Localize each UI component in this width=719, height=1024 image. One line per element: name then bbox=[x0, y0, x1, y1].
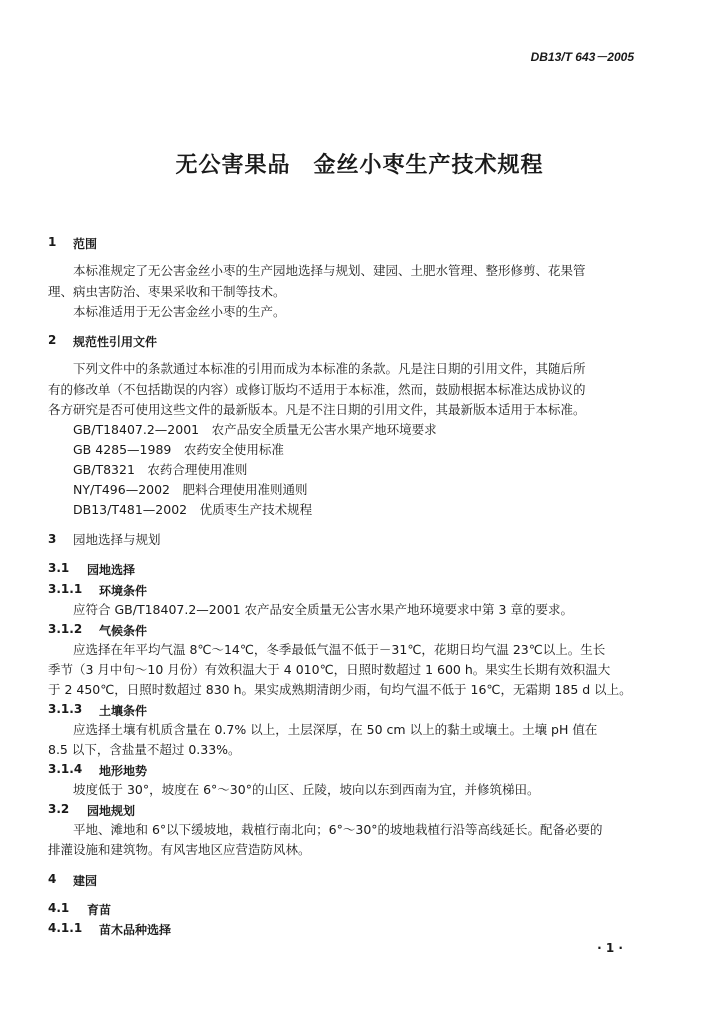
subsection-3-2-line-1: 平地、滩地和 6°以下缓坡地，栽植行南北向；6°～30°的坡地栽植行沿等高线延长。配备必要的 bbox=[73, 822, 603, 837]
section-3-number: 3 bbox=[48, 532, 57, 546]
subsection-3-1-4-number: 3.1.4 bbox=[48, 762, 83, 776]
subsection-4-1-heading: 育苗 bbox=[87, 903, 112, 917]
section-4-number: 4 bbox=[48, 872, 57, 886]
subsection-3-2-number: 3.2 bbox=[48, 802, 70, 816]
subsection-3-1-number: 3.1 bbox=[48, 561, 70, 575]
reference-item: DB13/T481—2002 优质枣生产技术规程 bbox=[73, 502, 313, 517]
subsection-3-1-4-text: 坡度低于 30°，坡度在 6°～30°的山区、丘陵，坡向以东到西南为宜，并修筑梯田。 bbox=[73, 782, 540, 797]
subsection-3-1-1-text: 应符合 GB/T18407.2—2001 农产品安全质量无公害水果产地环境要求中第 3 章的要求。 bbox=[73, 602, 573, 617]
section-1-paragraph-1-line-1: 本标准规定了无公害金丝小枣的生产园地选择与规划、建园、土肥水管理、整形修剪、花果管 bbox=[73, 263, 586, 278]
section-4-heading: 建园 bbox=[73, 874, 98, 888]
subsection-3-1-2-number: 3.1.2 bbox=[48, 622, 83, 636]
document-title: 无公害果品 金丝小枣生产技术规程 bbox=[175, 153, 544, 178]
section-2-paragraph-line-2: 有的修改单（不包括勘误的内容）或修订版均不适用于本标准，然而，鼓励根据本标准达成协议的 bbox=[48, 382, 586, 397]
section-1-paragraph-2: 本标准适用于无公害金丝小枣的生产。 bbox=[73, 304, 286, 319]
section-3-heading: 园地选择与规划 bbox=[73, 532, 161, 547]
subsection-3-1-heading: 园地选择 bbox=[87, 563, 136, 577]
subsection-3-1-1-heading: 环境条件 bbox=[99, 584, 148, 598]
subsection-3-1-3-number: 3.1.3 bbox=[48, 702, 83, 716]
reference-item: GB/T8321 农药合理使用准则 bbox=[73, 462, 248, 477]
subsection-3-1-3-heading: 土壤条件 bbox=[99, 704, 148, 718]
page-number: · 1 · bbox=[597, 941, 623, 955]
subsection-4-1-number: 4.1 bbox=[48, 901, 70, 915]
section-1-number: 1 bbox=[48, 235, 57, 249]
subsection-4-1-1-number: 4.1.1 bbox=[48, 921, 83, 935]
subsection-3-1-2-line-2: 季节（3 月中旬～10 月份）有效积温大于 4 010℃，日照时数超过 1 600 h。果实生长期有效积温大 bbox=[48, 662, 611, 677]
section-2-paragraph-line-3: 各方研究是否可使用这些文件的最新版本。凡是不注日期的引用文件，其最新版本适用于本标准。 bbox=[48, 402, 586, 417]
subsection-4-1-1-heading: 苗木品种选择 bbox=[99, 923, 172, 937]
section-1-heading: 范围 bbox=[73, 237, 98, 251]
section-2-heading: 规范性引用文件 bbox=[73, 335, 158, 349]
subsection-3-1-2-line-3: 于 2 450℃，日照时数超过 830 h。果实成熟期清朗少雨，旬均气温不低于 16℃，无霜期 185 d 以上。 bbox=[48, 682, 632, 697]
reference-item: NY/T496—2002 肥料合理使用准则通则 bbox=[73, 482, 308, 497]
standard-code: DB13/T 643－2005 bbox=[530, 50, 634, 64]
reference-item: GB 4285—1989 农药安全使用标准 bbox=[73, 442, 284, 457]
subsection-3-1-3-line-1: 应选择土壤有机质含量在 0.7% 以上，土层深厚，在 50 cm 以上的黏土或壤土。土壤 pH 值在 bbox=[73, 722, 598, 737]
subsection-3-2-heading: 园地规划 bbox=[87, 804, 136, 818]
subsection-3-2-line-2: 排灌设施和建筑物。有风害地区应营造防风林。 bbox=[48, 842, 311, 857]
section-2-paragraph-line-1: 下列文件中的条款通过本标准的引用而成为本标准的条款。凡是注日期的引用文件，其随后所 bbox=[73, 361, 586, 376]
subsection-3-1-1-number: 3.1.1 bbox=[48, 582, 83, 596]
section-2-number: 2 bbox=[48, 333, 57, 347]
reference-item: GB/T18407.2—2001 农产品安全质量无公害水果产地环境要求 bbox=[73, 422, 437, 437]
subsection-3-1-3-line-2: 8.5 以下，含盐量不超过 0.33%。 bbox=[48, 742, 241, 757]
subsection-3-1-4-heading: 地形地势 bbox=[99, 764, 148, 778]
subsection-3-1-2-line-1: 应选择在年平均气温 8℃～14℃，冬季最低气温不低于－31℃，花期日均气温 23℃以上。生长 bbox=[73, 642, 606, 657]
subsection-3-1-2-heading: 气候条件 bbox=[99, 624, 148, 638]
section-1-paragraph-1-line-2: 理、病虫害防治、枣果采收和干制等技术。 bbox=[48, 284, 286, 299]
